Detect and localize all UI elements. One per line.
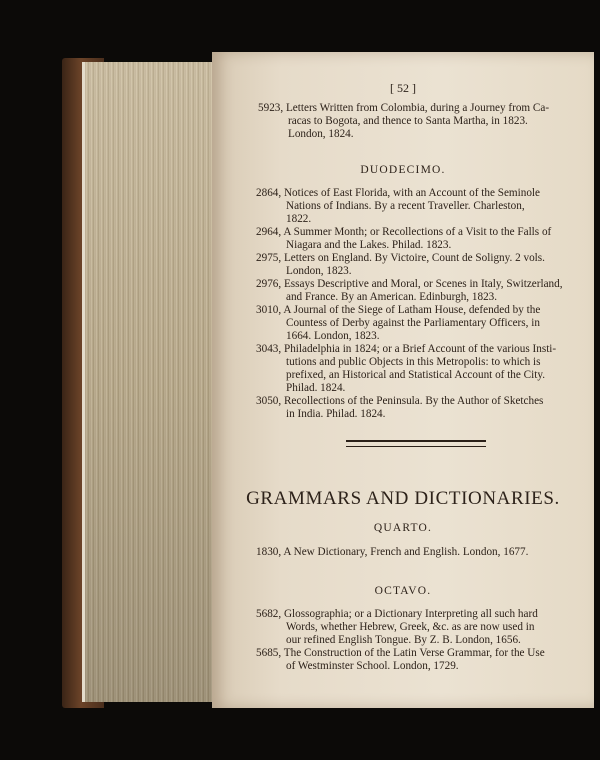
entry-line: 3050, Recollections of the Peninsula. By the Author of Sketches bbox=[256, 395, 544, 407]
entry-line: 5685, The Construction of the Latin Verse Grammar, for the Use bbox=[256, 647, 545, 659]
entry-line: 5923, Letters Written from Colombia, during a Journey from Ca- bbox=[258, 102, 550, 114]
entry-line: 3010, A Journal of the Siege of Latham House, defended by the bbox=[256, 304, 541, 316]
entry-line: 2976, Essays Descriptive and Moral, or Scenes in Italy, Switzerland, bbox=[256, 278, 563, 290]
entry-line: Nations of Indians. By a recent Traveller. Charleston, bbox=[286, 200, 525, 212]
entry-line: tutions and public Objects in this Metropolis: to which is bbox=[286, 356, 541, 368]
section-divider bbox=[346, 440, 486, 447]
main-heading: GRAMMARS AND DICTIONARIES. bbox=[246, 488, 560, 509]
book-page bbox=[212, 52, 594, 708]
section-heading-duodecimo: DUODECIMO. bbox=[360, 164, 446, 176]
entry-line: 1822. bbox=[286, 213, 312, 225]
entry-line: our refined English Tongue. By Z. B. London, 1656. bbox=[286, 634, 521, 646]
entry-line: prefixed, an Historical and Statistical Account of the City. bbox=[286, 369, 546, 381]
section-heading-quarto: QUARTO. bbox=[373, 522, 433, 534]
page-edges bbox=[82, 62, 225, 702]
entry-line: London, 1823. bbox=[286, 265, 352, 277]
entry-line: 1664. London, 1823. bbox=[286, 330, 380, 342]
entry-line: in India. Philad. 1824. bbox=[286, 408, 386, 420]
entry-line: 2964, A Summer Month; or Recollections of a Visit to the Falls of bbox=[256, 226, 552, 238]
entry-line: racas to Bogota, and thence to Santa Martha, in 1823. bbox=[288, 115, 528, 127]
page-number: [ 52 ] bbox=[390, 81, 416, 95]
entry-line: Countess of Derby against the Parliamentary Officers, in bbox=[286, 317, 540, 329]
entry-line: 5682, Glossographia; or a Dictionary Interpreting all such hard bbox=[256, 608, 538, 620]
entry-line: 2975, Letters on England. By Victoire, Count de Soligny. 2 vols. bbox=[256, 252, 545, 264]
entry-line: London, 1824. bbox=[288, 128, 354, 140]
section-heading-octavo: OCTAVO. bbox=[374, 585, 432, 597]
entry-line: Philad. 1824. bbox=[286, 382, 346, 394]
entry-line: Words, whether Hebrew, Greek, &c. as are now used in bbox=[286, 621, 535, 633]
entry-line: Niagara and the Lakes. Philad. 1823. bbox=[286, 239, 452, 251]
entry-line: of Westminster School. London, 1729. bbox=[286, 660, 459, 672]
entry-line: 2864, Notices of East Florida, with an Account of the Seminole bbox=[256, 187, 540, 199]
entry-line: 1830, A New Dictionary, French and English. London, 1677. bbox=[256, 546, 529, 558]
entry-line: and France. By an American. Edinburgh, 1823. bbox=[286, 291, 498, 303]
entry-line: 3043, Philadelphia in 1824; or a Brief Account of the various Insti- bbox=[256, 343, 557, 355]
